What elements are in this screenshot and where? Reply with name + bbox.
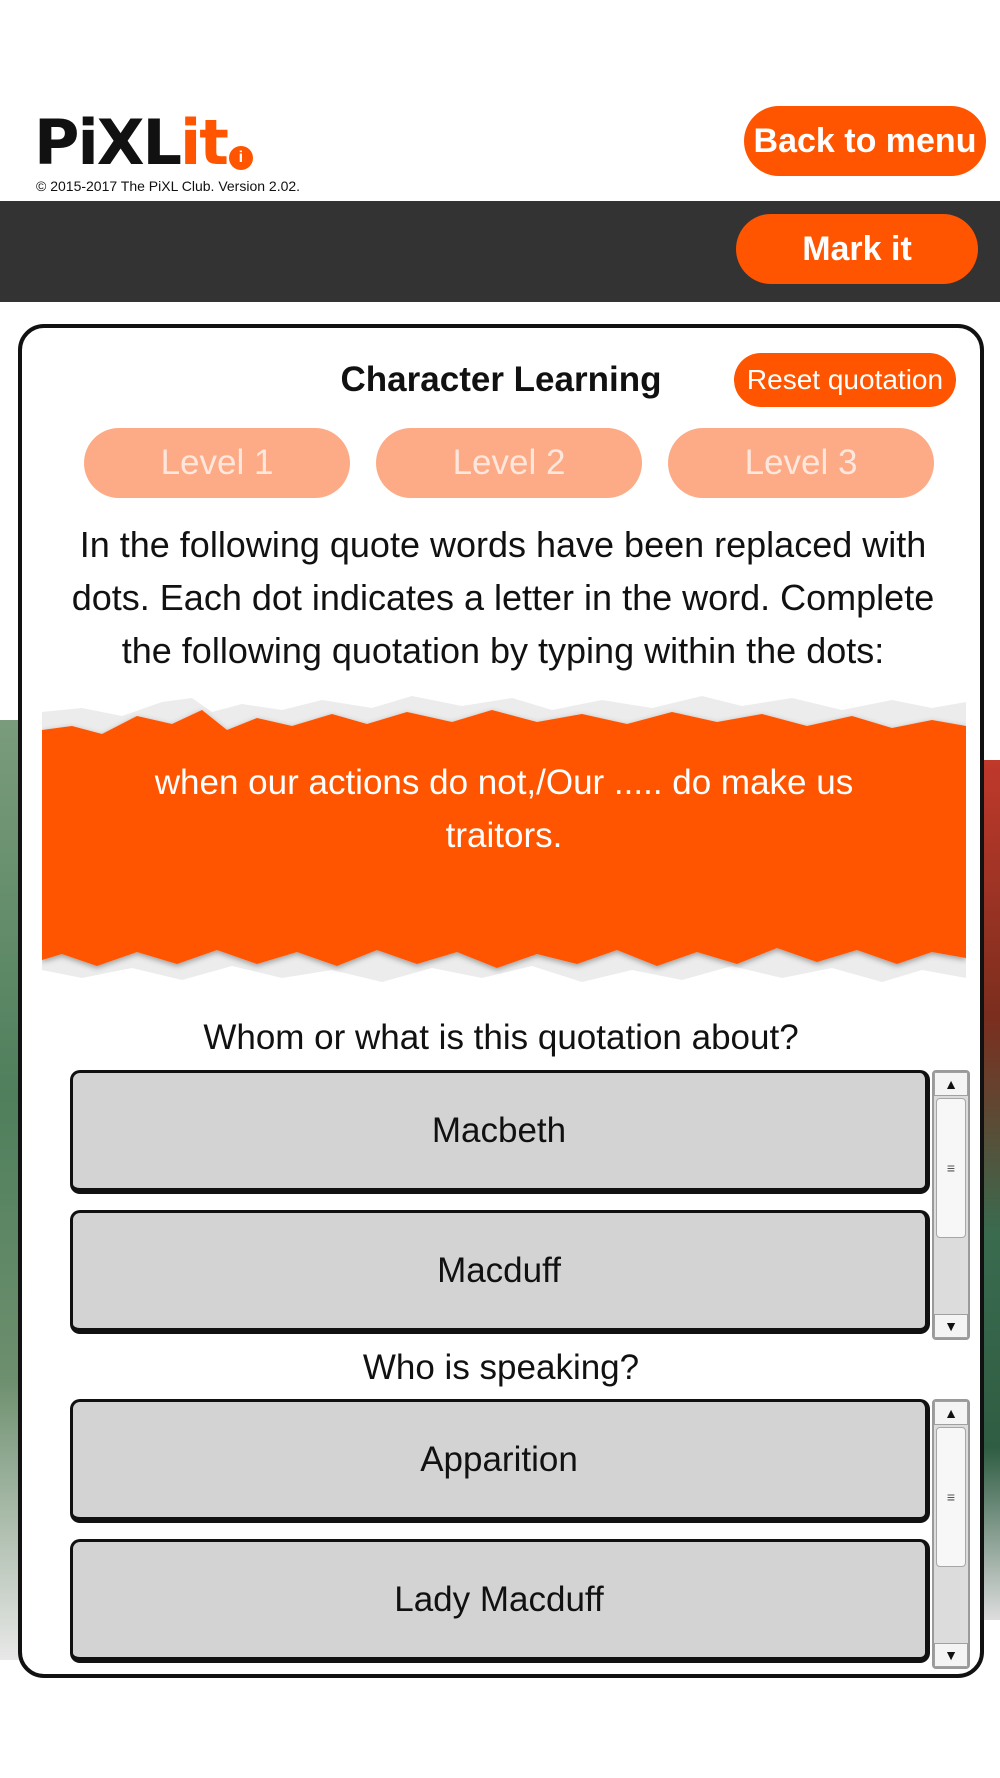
scrollbar[interactable] — [932, 1399, 970, 1669]
reset-quotation-button[interactable]: Reset quotation — [734, 353, 956, 407]
instructions-text: In the following quote words have been replaced with dots. Each dot indicates a letter in the word. Complete the following quotation by typing within the dots: — [71, 524, 935, 671]
answer-option[interactable]: Apparition — [70, 1399, 930, 1523]
scroll-up-icon[interactable]: ▲ — [934, 1072, 968, 1096]
level-3-button[interactable]: Level 3 — [668, 428, 934, 498]
answer-option[interactable]: Macbeth — [70, 1070, 930, 1194]
main-panel — [18, 324, 984, 1678]
answer-option[interactable]: Lady Macduff — [70, 1539, 930, 1663]
scroll-thumb[interactable]: ≡ — [936, 1427, 966, 1567]
question-speaker-prompt: Who is speaking? — [362, 1348, 640, 1387]
answer-option[interactable]: Macduff — [70, 1210, 930, 1334]
logo-text-main: PiXL — [34, 106, 181, 179]
quotation-text[interactable]: when our actions do not,/Our ..... do make us traitors. — [154, 763, 854, 855]
quotation-strip — [42, 686, 966, 994]
page-title: Character Learning — [340, 360, 662, 399]
scroll-thumb[interactable]: ≡ — [936, 1098, 966, 1238]
scrollbar[interactable] — [932, 1070, 970, 1340]
pixlit-logo — [34, 100, 253, 179]
answer-list-speaker — [70, 1399, 972, 1669]
level-2-button[interactable]: Level 2 — [376, 428, 642, 498]
scroll-down-icon[interactable]: ▼ — [934, 1314, 968, 1338]
question-about-prompt: Whom or what is this quotation about? — [203, 1018, 799, 1057]
level-1-button[interactable]: Level 1 — [84, 428, 350, 498]
logo-text-accent: it — [180, 106, 227, 179]
answer-list-about — [70, 1070, 972, 1340]
copyright-text: © 2015-2017 The PiXL Club. Version 2.02. — [36, 178, 301, 194]
mark-it-button[interactable]: Mark it — [736, 214, 978, 284]
back-to-menu-button[interactable]: Back to menu — [744, 106, 986, 176]
logo-info-dot-icon: i — [229, 146, 253, 170]
scroll-up-icon[interactable]: ▲ — [934, 1401, 968, 1425]
scroll-down-icon[interactable]: ▼ — [934, 1643, 968, 1667]
